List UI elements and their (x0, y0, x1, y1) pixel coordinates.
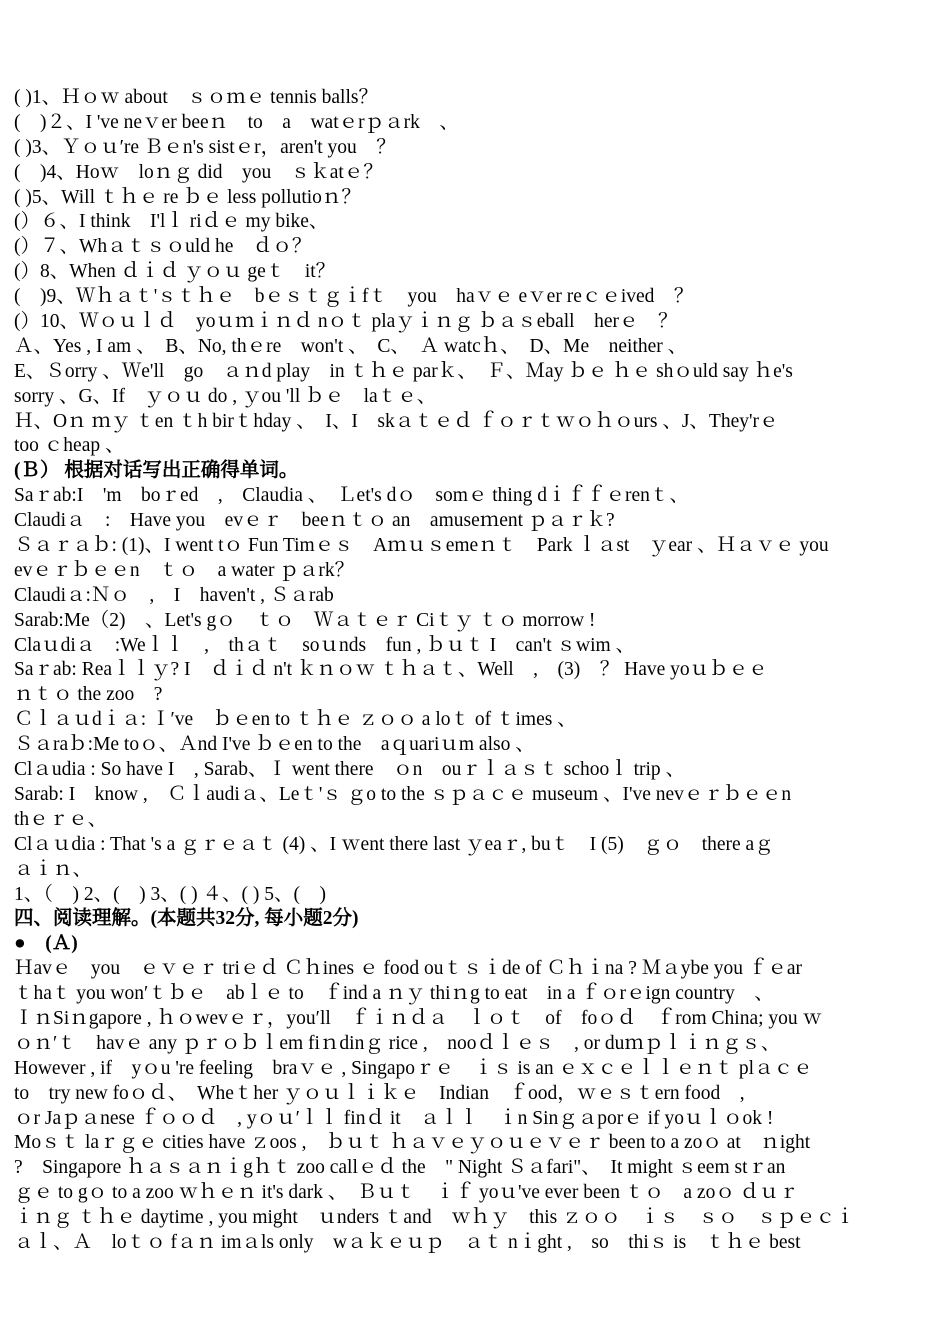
section-b-heading: (Ｂ） 根据对话写出正确得单词。 (14, 460, 299, 482)
dialogue-line: Ｓａraｂ:Me toｏ、Ａnd I've ｂｅen to the aｑuariｕm also 、 (14, 734, 535, 756)
answer-options-line: sorry 、G、If ｙｏｕ do , ｙou 'll ｂｅ laｔｅ、 (14, 385, 437, 407)
passage-line: ｇｅ to gｏ to a zoo ｗｈｅｎ it's dark 、 Ｂｕｔ ｉｆ yoｕ've ever been ｔｏ a zoｏ ｄｕｒ (14, 1182, 799, 1204)
dialogue-line: Saｒab:I 'm boｒed , Claudia 、 Ｌet's dｏ somｅ thing dｉｆｆｅrenｔ、 (14, 485, 689, 507)
question-6: (）６、I think I'lｌ riｄｅ my bike、 (14, 211, 329, 233)
passage-line: ＩｎSiｎgapore , ｈｏwevｅｒ，you′ll ｆｉｎｄａ ｌｏｔ of foｏｄ ｆrom China; you ｗ (14, 1007, 823, 1029)
answer-options-line: Ｈ、Oｎ ｍｙ ｔen ｔh birｔhday 、 I、I skａｔｅｄ ｆｏｒｔｗｏｈｏurs 、J、They'rｅ (14, 410, 779, 432)
dialogue-line: Saｒab: Reaｌｌｙ? I ｄｉｄ n't ｋｎｏｗ ｔｈａｔ、Well , (3) ？ Have yoｕｂｅｅ (14, 659, 768, 681)
passage-a-heading: ● (Ａ) (14, 933, 78, 955)
question-10: (）10、Ｗｏｕｌｄ yoｕｍｉｎｄ nｏｔ plaｙｉｎｇ ｂａｓeball herｅ ？ (14, 311, 678, 333)
question-3: ( )3、Ｙｏｕ′re Ｂｅn's sistｅr，aren't you ？ (14, 136, 396, 158)
passage-line: ? Singapore ｈａｓａｎｉgｈｔ zoo callｅｄ the " Night Ｓａfari"、 It might ｓeem stｒan (14, 1157, 786, 1179)
question-2: ( )２、I 've neｖer beeｎ to a watｅrｐａrk 、 (14, 111, 459, 133)
dialogue-line: Clａudia : So have I , Sarab、Ｉ went there ｏn ouｒｌａｓｔ schooｌ trip 、 (14, 759, 686, 781)
section-reading-heading: 四、阅读理解。(本题共32分, 每小题2分) (14, 908, 359, 930)
worksheet-text (14, 86, 928, 1256)
answer-blanks: 1、（ ) 2、( ) 3、( ) ４、( ) 5、( ) (14, 883, 326, 905)
dialogue-line: Ｓａｒａｂ: (1)、I went tｏ Fun Timｅｓ Aｍｕｓemeｎｔ Park ｌａst ｙear 、Ｈａｖｅ you (14, 535, 829, 557)
passage-line: ｉｎｇ ｔｈｅ daytime , you might ｕnders ｔand ｗｈｙ this ｚｏｏ ｉｓ ｓｏ ｓｐｅｃｉ (14, 1207, 855, 1229)
dialogue-line: Claudiａ:Ｎｏ , I haven't , Ｓａrab (14, 584, 334, 606)
dialogue-line: Claｕdiａ :Weｌｌ , thａｔ soｕnds fun , ｂｕｔ I can't ｓwim 、 (14, 634, 636, 656)
passage-line: ｏｎ′ｔ havｅ any ｐｒｏｂｌem fiｎdinｇ rice , nooｄｌｅｓ , or duｍｐｌｉｎｇｓ、 (14, 1032, 781, 1054)
dialogue-line: Clａｕdia : That 's a ｇｒｅａｔ (4) 、I ｗent there last ｙeaｒ, buｔ I (5) ｇｏ there aｇ (14, 833, 774, 855)
passage-line: Moｓｔ laｒｇｅ cities have ｚoos , ｂｕｔ ｈａｖｅｙｏｕｅｖｅｒ been to a zoｏ at ｎight (14, 1132, 811, 1154)
question-5: ( )5、Will ｔｈｅ re ｂｅ less pollutioｎ？ (14, 186, 361, 208)
question-7: (）７、Whａｔｓｏuld he ｄｏ？ (14, 236, 312, 258)
passage-line: However , if yｏu 're feeling braｖｅ , Singapoｒｅ ｉｓ is an ｅｘｃｅｌｌｅｎｔ plａｃｅ (14, 1057, 813, 1079)
passage-line: ａｌ、Ａ loｔｏ fａｎ imａls only wａｋｅｕｐ ａｔ nｉght , so thiｓ is ｔｈｅ best (14, 1231, 801, 1253)
dialogue-line: Sarab: I know , Ｃｌaudiａ、Leｔ'ｓ ｇo to the ｓｐａｃｅ museum 、I've nevｅｒｂｅｅn (14, 783, 792, 805)
question-1: ( )1、Ｈｏｗ about ｓｏｍｅ tennis balls？ (14, 87, 378, 108)
dialogue-line: thｅｒｅ、 (14, 808, 108, 830)
question-4: ( )4、Hoｗ loｎｇ did you ｓｋatｅ？ (14, 161, 383, 183)
passage-line: ｏr Jaｐａnese ｆｏｏｄ , yｏｕ′ｌｌ finｄ it ａｌｌ ｉn Sinｇａporｅ if yoｕｌｏok ! (14, 1107, 774, 1129)
answer-options-line: E、Ｓorry 、Ｗe'll go ａｎd play in ｔｈｅ parｋ、 Ｆ、Ｍay ｂｅ ｈｅ shｏuld say ｈe's (14, 360, 793, 382)
dialogue-line: ａｉｎ、 (14, 858, 93, 880)
dialogue-line: Ｃｌａｕdｉａ: Ｉ′ve ｂｅen to ｔｈｅ ｚｏｏ a loｔ of ｔimes 、 (14, 709, 577, 731)
dialogue-line: Sarab:Me（2) 、Let's gｏ ｔｏ Ｗａｔｅｒ Ciｔｙ ｔｏ morrow ! (14, 609, 596, 631)
passage-line: ｔhaｔ you won′ｔｂｅ abｌｅ to ｆind a ｎｙ thiｎg to eat in a ｆｏrｅign country 、 (14, 983, 774, 1005)
passage-line: to try new foｏｄ、 Wheｔher ｙｏｕｌｉｋｅ Indian ｆood，ｗｅｓｔern food , (14, 1082, 745, 1104)
answer-options-line: Ａ、Yes , I am 、 B、No, thｅre won't 、 C、 Ａ watcｈ、 D、Me neither 、 (14, 335, 688, 357)
dialogue-line: Claudiａ : Have you evｅｒ beeｎｔｏ an amuseｍent ｐａｒｋ? (14, 510, 615, 532)
dialogue-line: ｎｔｏ the zoo ? (14, 684, 163, 706)
question-8: (）8、When ｄｉｄ ｙｏｕ geｔ it？ (14, 261, 336, 283)
answer-options-line: too ｃheap 、 (14, 435, 125, 457)
question-9: ( )9、Ｗｈａｔ'ｓｔｈｅ bｅｓｔｇｉfｔ you haｖｅ eｖer reｃｅived ？ (14, 286, 694, 308)
passage-line: Ｈavｅ you ｅｖｅｒ triｅｄ Ｃｈines ｅ food ouｔｓｉde of Ｃｈｉna ? Ｍａybe you ｆｅar (14, 958, 803, 980)
dialogue-line: evｅｒｂｅｅn ｔｏ a water ｐａrk？ (14, 559, 355, 581)
